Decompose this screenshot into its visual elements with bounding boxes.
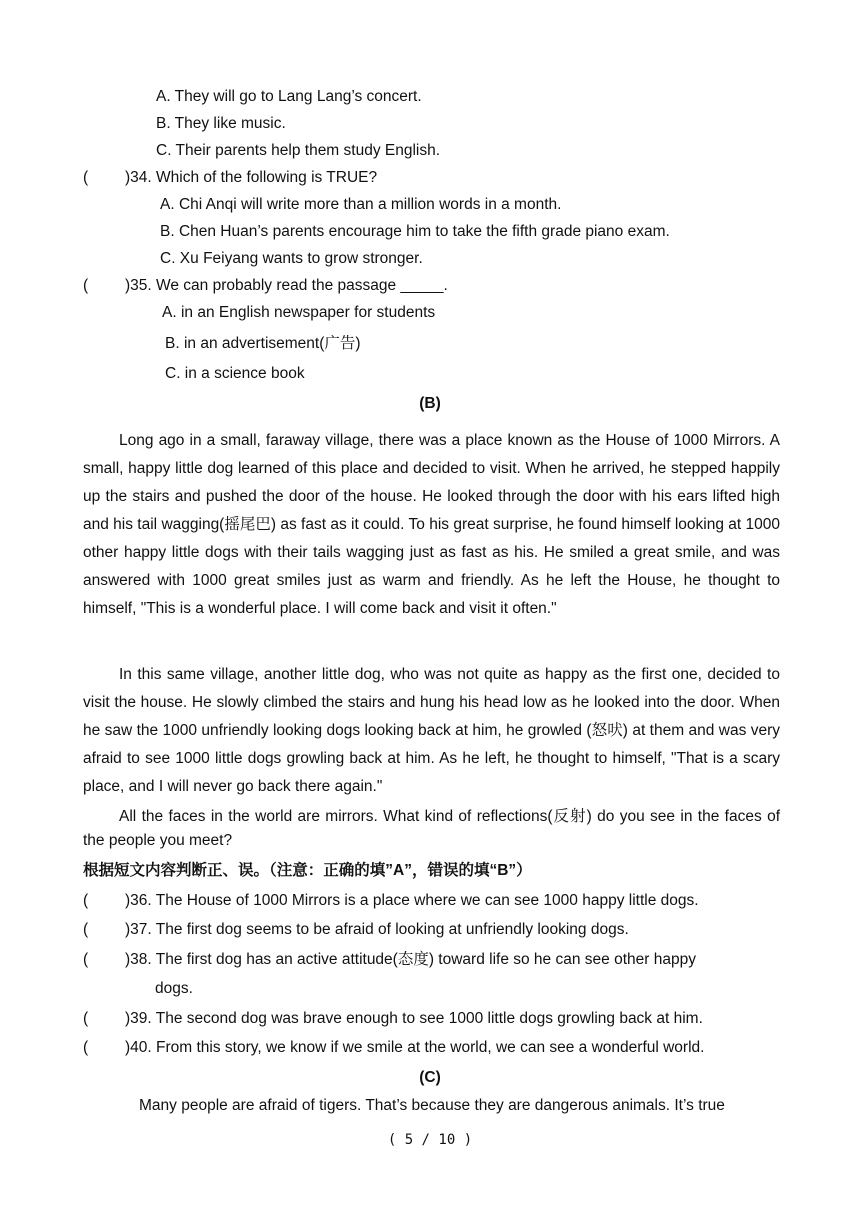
paragraph-1-text: Long ago in a small, faraway village, there was a place known as the House of 1000 Mirrors. A small, happy little dog learned of this place and decided to visit. When he arrived, he stepped happily up the stairs and pushed the door of the house. He looked through the door with his ears lifted high and his tail wagging(摇尾巴) as fast as it could. To his great surprise, he found himself looking at 1000 other happy little dogs with their tails wagging just as fast as his. He smiled a great smile, and was answered with 1000 great smiles just as warm and friendly. As he left the House, he thought to himself, "This is a wonderful place. I will come back and visit it often." [83, 432, 780, 617]
section-b-paragraph-3 [83, 805, 780, 853]
question-40 [83, 1038, 704, 1058]
q33-option-b: B. They like music. [156, 115, 286, 132]
section-b-heading: (B) [419, 395, 441, 412]
q34-option-c: C. Xu Feiyang wants to grow stronger. [160, 250, 423, 267]
section-c-first-line: Many people are afraid of tigers. That’s because they are dangerous animals. It’s true [139, 1097, 725, 1114]
section-c-heading: (C) [419, 1069, 441, 1086]
answer-blank-40[interactable]: ( [83, 1039, 89, 1056]
paragraph-3-text: All the faces in the world are mirrors. What kind of reflections(反射) do you see in the faces of the people you meet? [83, 808, 780, 849]
question-37-stem: )37. The first dog seems to be afraid of looking at unfriendly looking dogs. [125, 921, 629, 938]
q35-option-a: A. in an English newspaper for students [162, 304, 436, 321]
q35-option-b: B. in an advertisement(广告) [165, 335, 361, 352]
page-number: ( 5 / 10 ) [387, 1132, 473, 1148]
question-38 [83, 950, 696, 997]
question-39 [83, 1009, 703, 1029]
question-34-stem: )34. Which of the following is TRUE? [125, 169, 378, 186]
question-34 [83, 168, 377, 188]
question-36-stem: )36. The House of 1000 Mirrors is a place where we can see 1000 happy little dogs. [125, 892, 699, 909]
answer-blank-35[interactable]: ( [83, 277, 89, 294]
question-40-stem: )40. From this story, we know if we smile at the world, we can see a wonderful world. [125, 1039, 705, 1056]
answer-blank-36[interactable]: ( [83, 892, 89, 909]
q33-option-c: C. Their parents help them study English. [156, 142, 441, 159]
question-39-stem: )39. The second dog was brave enough to see 1000 little dogs growling back at him. [125, 1010, 703, 1027]
q34-option-a: A. Chi Anqi will write more than a million words in a month. [160, 196, 562, 213]
paragraph-2-text: In this same village, another little dog, who was not quite as happy as the first one, decided to visit the house. He slowly climbed the stairs and hung his head low as he looked into the door. When he saw the 1000 unfriendly looking dogs looking back at him, he growled (怒吠) at them and was very afraid to see 1000 little dogs growling back at him. As he left, he thought to himself, "That is a scary place, and I will never go back there again." [83, 666, 780, 795]
q34-option-b: B. Chen Huan’s parents encourage him to take the fifth grade piano exam. [160, 223, 670, 240]
question-37 [83, 920, 629, 940]
answer-blank-38[interactable]: ( [83, 951, 89, 968]
section-b-paragraph-2 [83, 661, 780, 801]
q33-option-a: A. They will go to Lang Lang’s concert. [156, 88, 422, 105]
question-38-stem: )38. The first dog has an active attitude(态度) toward life so he can see other happy [125, 951, 696, 968]
q35-option-c: C. in a science book [165, 365, 305, 382]
answer-blank-37[interactable]: ( [83, 921, 89, 938]
question-35-stem: )35. We can probably read the passage _____. [125, 277, 448, 294]
question-35 [83, 276, 448, 296]
true-false-instruction: 根据短文内容判断正、误。（注意：正确的填”A”，错误的填“B”） [83, 862, 532, 879]
question-38-continuation: dogs. [155, 980, 193, 997]
section-b-paragraph-1 [83, 427, 780, 623]
answer-blank-39[interactable]: ( [83, 1010, 89, 1027]
question-36 [83, 891, 699, 911]
answer-blank-34[interactable]: ( [83, 169, 89, 186]
